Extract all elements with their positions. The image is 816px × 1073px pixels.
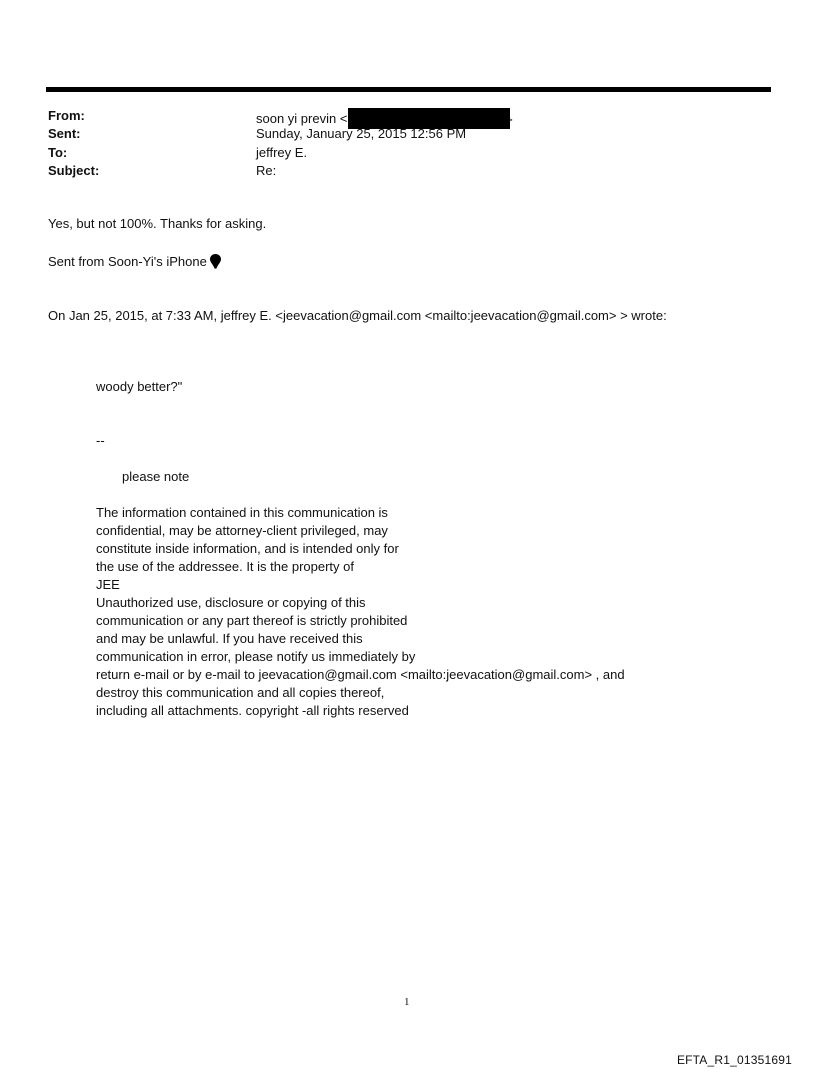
disclaimer-line: communication or any part thereof is strictly prohibited [96, 613, 408, 628]
disclaimer-line: confidential, may be attorney-client privileged, may [96, 523, 388, 538]
sender-name: soon yi previn < [256, 111, 348, 126]
disclaimer-line: the use of the addressee. It is the property of [96, 559, 354, 574]
disclaimer-line: and may be unlawful. If you have received this [96, 631, 363, 646]
disclaimer-line: JEE [96, 577, 120, 592]
signature-line [48, 253, 221, 274]
signature-text: Sent from Soon-Yi's iPhone [48, 254, 207, 269]
from-label: From: [48, 108, 85, 123]
header-rule [46, 87, 771, 92]
quote-intro: On Jan 25, 2015, at 7:33 AM, jeffrey E. <jeevacation@gmail.com <mailto:jeevacation@gmail.com> > wrote: [48, 308, 667, 323]
subject-label: Subject: [48, 163, 100, 178]
disclaimer-line: Unauthorized use, disclosure or copying of this [96, 595, 366, 610]
redaction-edge: > [507, 115, 513, 125]
pin-icon [210, 254, 221, 274]
to-label: To: [48, 145, 68, 160]
disclaimer-line: communication in error, please notify us immediately by [96, 649, 416, 664]
disclaimer-line: The information contained in this communication is [96, 505, 388, 520]
document-id: EFTA_R1_01351691 [676, 1053, 792, 1067]
sent-label: Sent: [48, 126, 81, 141]
disclaimer-line: constitute inside information, and is intended only for [96, 541, 399, 556]
quoted-message: woody better?" [96, 379, 183, 394]
subject-value: Re: [256, 163, 277, 178]
disclaimer-block [96, 504, 625, 720]
disclaimer-line: return e-mail or by e-mail to jeevacation@gmail.com <mailto:jeevacation@gmail.com> , and [96, 667, 625, 682]
please-note: please note [122, 469, 190, 484]
page-number: 1 [404, 996, 410, 1008]
to-value: jeffrey E. [256, 145, 308, 160]
reply-text: Yes, but not 100%. Thanks for asking. [48, 216, 267, 231]
disclaimer-line: including all attachments. copyright -all rights reserved [96, 703, 409, 718]
sent-value: Sunday, January 25, 2015 12:56 PM [256, 126, 467, 141]
disclaimer-line: destroy this communication and all copies thereof, [96, 685, 385, 700]
signature-separator: -- [96, 433, 105, 448]
